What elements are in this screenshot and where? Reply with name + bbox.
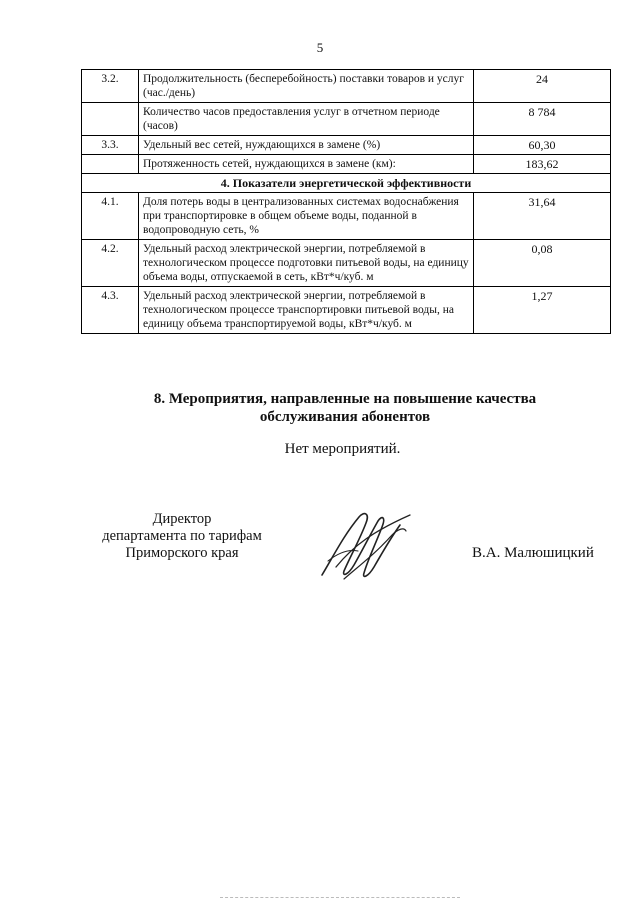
row-value: 1,27 [474, 287, 611, 334]
handwritten-signature [314, 505, 424, 585]
row-value: 8 784 [474, 103, 611, 136]
table-row [82, 155, 611, 174]
row-number: 4.2. [82, 240, 139, 287]
row-text: Удельный вес сетей, нуждающихся в замене (%) [139, 136, 474, 155]
row-value: 183,62 [474, 155, 611, 174]
table-row [82, 70, 611, 103]
row-number [82, 103, 139, 136]
table-row [82, 103, 611, 136]
row-value: 0,08 [474, 240, 611, 287]
section-header: 4. Показатели энергетической эффективности [82, 174, 611, 193]
row-text: Протяженность сетей, нуждающихся в замене (км): [139, 155, 474, 174]
title-line: Приморского края [125, 545, 239, 561]
no-activities-note: Нет мероприятий. [284, 441, 401, 457]
section-8-heading [0, 390, 640, 426]
signatory-title [82, 511, 282, 562]
row-text: Количество часов предоставления услуг в отчетном периоде (часов) [139, 103, 474, 136]
row-number: 4.1. [82, 193, 139, 240]
row-number: 3.2. [82, 70, 139, 103]
row-text: Удельный расход электрической энергии, потребляемой в технологическом процессе подготовки питьевой воды, на единицу объема воды, отпускаемой в сеть, кВт*ч/куб. м [139, 240, 474, 287]
row-number: 4.3. [82, 287, 139, 334]
row-value: 31,64 [474, 193, 611, 240]
table-row [82, 287, 611, 334]
row-text: Продолжительность (бесперебойность) поставки товаров и услуг (час./день) [139, 70, 474, 103]
section-header-row [82, 174, 611, 193]
row-text: Удельный расход электрической энергии, потребляемой в технологическом процессе транспортировки питьевой воды, на единицу объема транспортируемой воды, кВт*ч/куб. м [139, 287, 474, 334]
title-line: Директор [152, 511, 212, 527]
signatory-name: В.А. Малюшицкий [472, 545, 594, 561]
row-text: Доля потерь воды в централизованных системах водоснабжения при транспортировке в общем объеме воды, поданной в водопроводную сеть, % [139, 193, 474, 240]
table-row [82, 193, 611, 240]
table-row [82, 136, 611, 155]
title-line: департамента по тарифам [102, 528, 262, 544]
row-value: 24 [474, 70, 611, 103]
indicators-table [81, 69, 611, 334]
footer-scan-marks [220, 897, 460, 901]
table-row [82, 240, 611, 287]
row-value: 60,30 [474, 136, 611, 155]
row-number: 3.3. [82, 136, 139, 155]
heading-line: 8. Мероприятия, направленные на повышение качества [153, 391, 537, 407]
heading-line: обслуживания абонентов [259, 409, 431, 425]
row-number [82, 155, 139, 174]
page-number: 5 [316, 40, 324, 55]
